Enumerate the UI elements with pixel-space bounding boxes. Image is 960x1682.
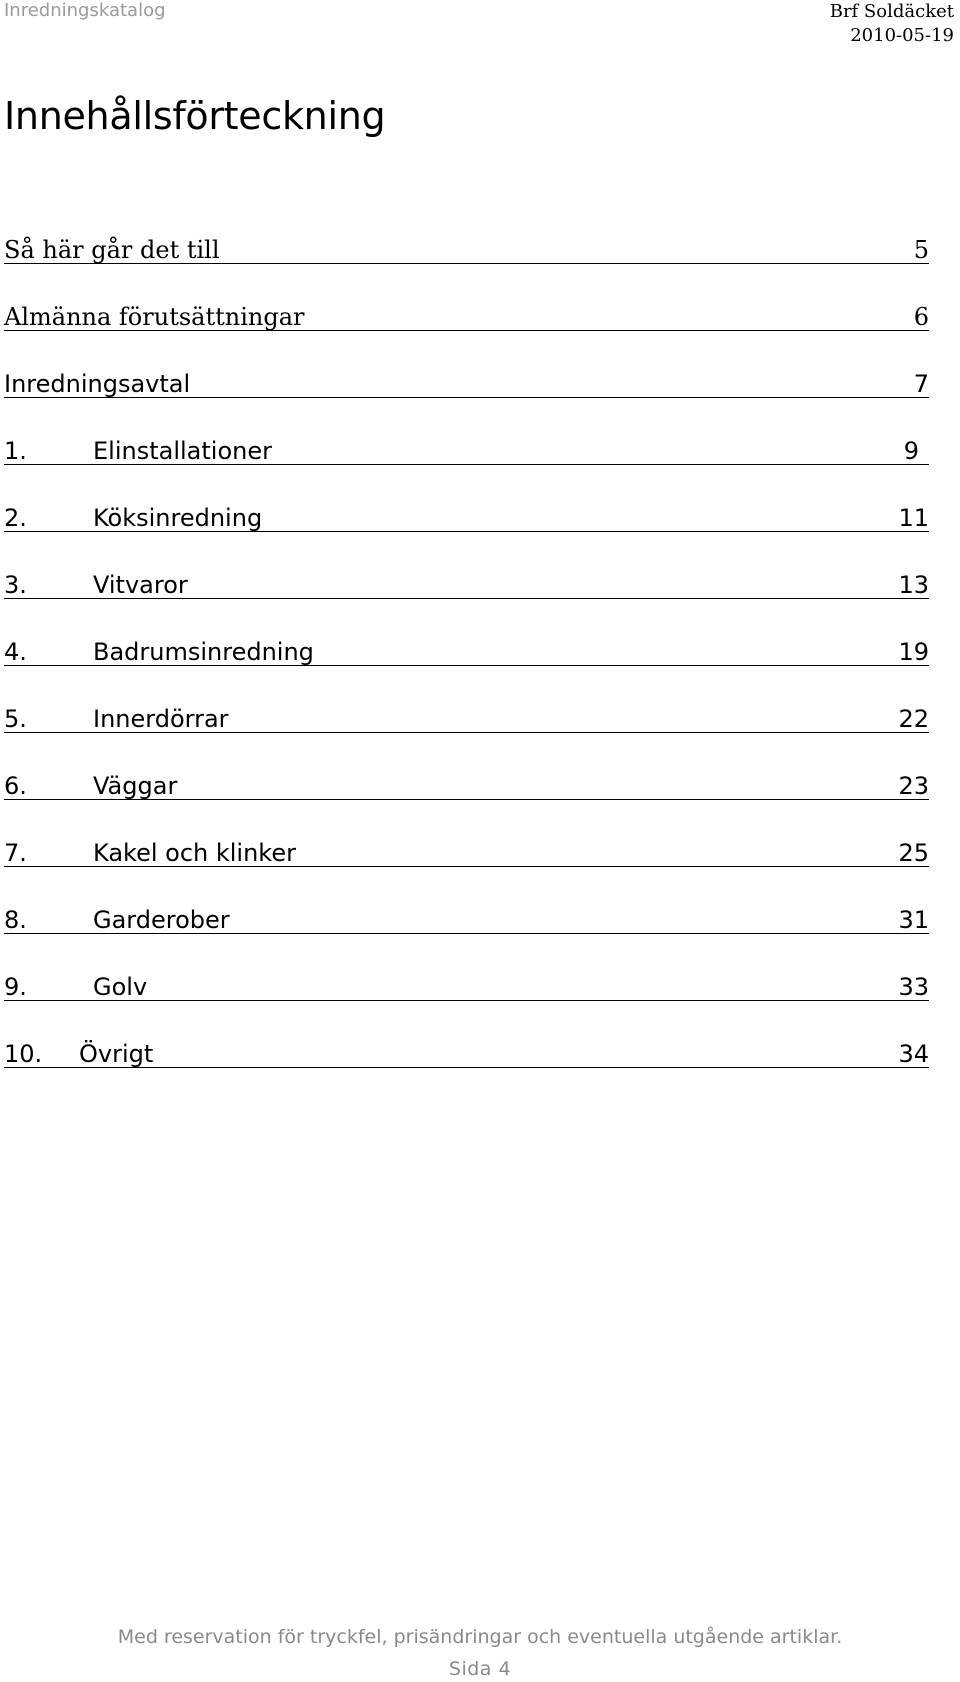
toc-entry-label: Övrigt bbox=[79, 1040, 154, 1068]
toc-entry-page: 31 bbox=[898, 906, 929, 934]
footer-disclaimer: Med reservation för tryckfel, prisändringar och eventuella utgående artiklar. bbox=[117, 1626, 843, 1648]
toc-entry-sa-har-gar-det-till[interactable] bbox=[4, 206, 929, 273]
toc-entry-badrumsinredning[interactable] bbox=[4, 608, 929, 675]
toc-entry-number: 2. bbox=[4, 504, 27, 532]
toc-entry-golv[interactable] bbox=[4, 943, 929, 1010]
toc-entry-number: 3. bbox=[4, 571, 27, 599]
toc-entry-label: Väggar bbox=[93, 772, 178, 800]
toc-entry-innerdorrar[interactable] bbox=[4, 675, 929, 742]
toc-entry-number: 8. bbox=[4, 906, 27, 934]
toc-entry-number: 5. bbox=[4, 705, 27, 733]
toc-entry-vitvaror[interactable] bbox=[4, 541, 929, 608]
toc-entry-page: 22 bbox=[898, 705, 929, 733]
toc-entry-page: 23 bbox=[898, 772, 929, 800]
toc-entry-garderober[interactable] bbox=[4, 876, 929, 943]
toc-entry-label: Garderober bbox=[93, 906, 230, 934]
toc-entry-page: 9 bbox=[903, 437, 919, 465]
toc-entry-kakel-och-klinker[interactable] bbox=[4, 809, 929, 876]
organization-name: Brf Soldäcket bbox=[829, 1, 954, 22]
toc-entry-elinstallationer[interactable] bbox=[4, 407, 929, 474]
page-title: Innehållsförteckning bbox=[4, 94, 386, 138]
toc-entry-label: Golv bbox=[93, 973, 148, 1001]
toc-entry-page: 11 bbox=[898, 504, 929, 532]
toc-entry-label: Kakel och klinker bbox=[93, 839, 296, 867]
toc-entry-label: Almänna förutsättningar bbox=[4, 303, 305, 331]
toc-entry-label: Elinstallationer bbox=[93, 437, 272, 465]
toc-entry-label: Så här går det till bbox=[4, 236, 220, 264]
toc-entry-page: 33 bbox=[898, 973, 929, 1001]
toc-entry-label: Vitvaror bbox=[93, 571, 188, 599]
toc-entry-koksinredning[interactable] bbox=[4, 474, 929, 541]
toc-entry-label: Badrumsinredning bbox=[93, 638, 314, 666]
toc-entry-label: Köksinredning bbox=[93, 504, 263, 532]
toc-entry-page: 25 bbox=[898, 839, 929, 867]
toc-entry-number: 9. bbox=[4, 973, 27, 1001]
toc-entry-number: 10. bbox=[4, 1040, 43, 1068]
document-date: 2010-05-19 bbox=[850, 25, 954, 46]
toc-entry-page: 19 bbox=[898, 638, 929, 666]
toc-entry-inredningsavtal[interactable] bbox=[4, 340, 929, 407]
document-header-right bbox=[830, 0, 954, 48]
toc-entry-page: 6 bbox=[913, 303, 929, 331]
toc-entry-page: 5 bbox=[913, 236, 929, 264]
toc-entry-vaggar[interactable] bbox=[4, 742, 929, 809]
toc-entry-number: 6. bbox=[4, 772, 27, 800]
toc-entry-page: 7 bbox=[913, 370, 929, 398]
toc-entry-ovrigt[interactable] bbox=[4, 1010, 929, 1077]
document-header-left: Inredningskatalog bbox=[4, 0, 166, 21]
toc-entry-page: 13 bbox=[898, 571, 929, 599]
toc-entry-number: 1. bbox=[4, 437, 27, 465]
page-number: Sida 4 bbox=[448, 1658, 512, 1680]
toc-entry-almanna-forutsattningar[interactable] bbox=[4, 273, 929, 340]
toc-entry-label: Inredningsavtal bbox=[4, 370, 191, 398]
toc-entry-page: 34 bbox=[898, 1040, 929, 1068]
toc-entry-label: Innerdörrar bbox=[93, 705, 229, 733]
toc-entry-number: 7. bbox=[4, 839, 27, 867]
toc-entry-number: 4. bbox=[4, 638, 27, 666]
table-of-contents bbox=[4, 206, 929, 1077]
